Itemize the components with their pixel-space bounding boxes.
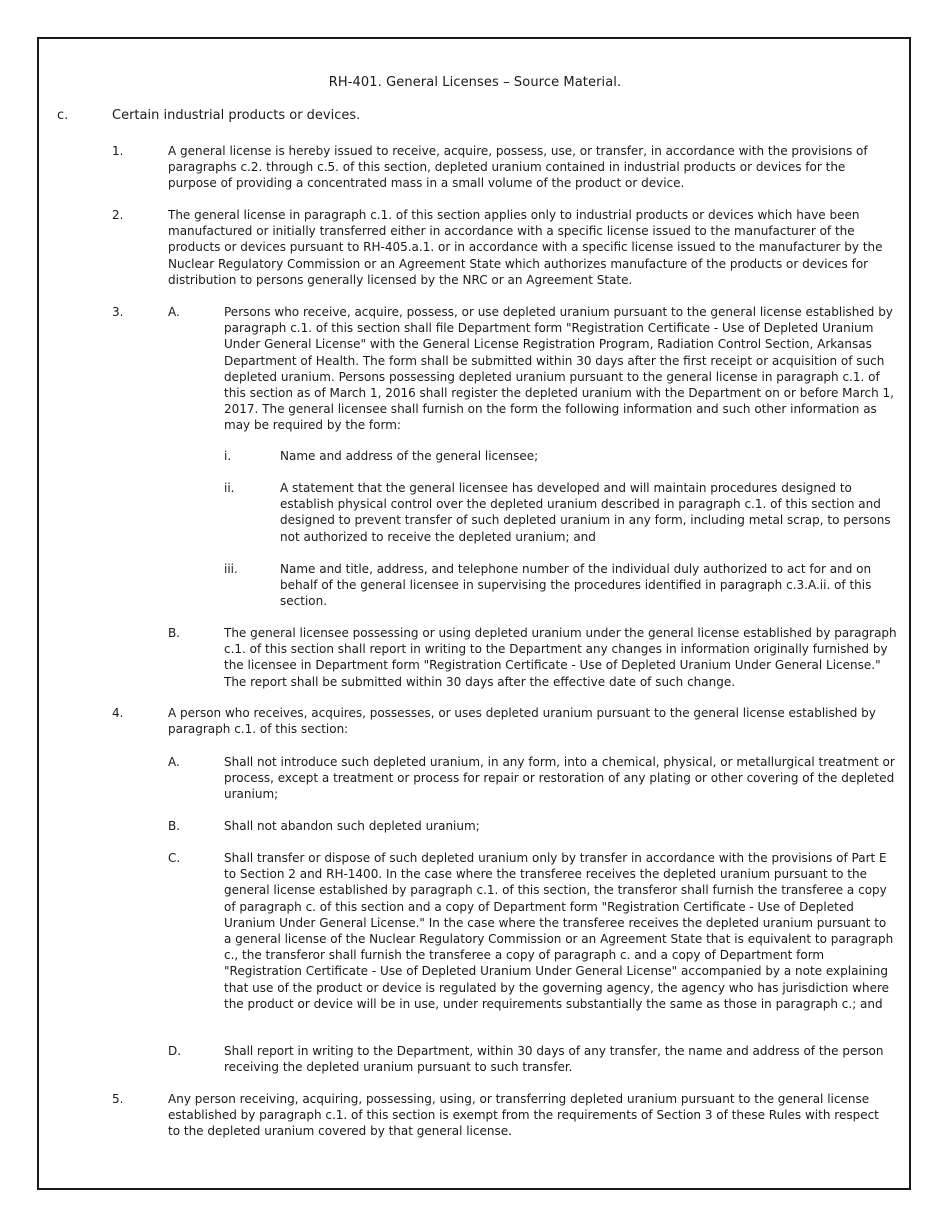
- paragraph-text: The general license in paragraph c.1. of this section applies only to industrial products or devices which have been manufactured or initially transferred either in accordance with a specific license issued to the manufacturer of the products or devices pursuant to RH-405.a.1. or in accordance with a specific license issued to the manufacturer by the Nuclear Regulatory Commission or an Agreement State which authorizes manufacture of the products or devices for distribution to persons generally licensed by the NRC or an Agreement State.: [168, 208, 883, 287]
- paragraph-label: iii.: [224, 562, 238, 576]
- paragraph-text: Persons who receive, acquire, possess, or use depleted uranium pursuant to the general license established by paragraph c.1. of this section shall file Department form "Registration Certificate - Use of Depleted Uranium Under General License" with the General License Registration Program, Radiation Control Section, Arkansas Department of Health. The form shall be submitted within 30 days after the first receipt or acquisition of such depleted uranium. Persons possessing depleted uranium pursuant to the general license in paragraph c.1. of this section as of March 1, 2016 shall register the depleted uranium with the Department on or before March 1, 2017. The general licensee shall furnish on the form the following information and such other information as may be required by the form:: [224, 305, 894, 433]
- paragraph-label: ii.: [224, 481, 235, 495]
- paragraph-text: The general licensee possessing or using depleted uranium under the general license established by paragraph c.1. of this section shall report in writing to the Department any changes in information originally furnished by the licensee in Department form "Registration Certificate - Use of Depleted Uranium Under General License." The report shall be submitted within 30 days after the effective date of such change.: [224, 626, 897, 689]
- paragraph-label: C.: [168, 851, 181, 865]
- paragraph-text: A person who receives, acquires, possesses, or uses depleted uranium pursuant to the general license established by paragraph c.1. of this section:: [168, 706, 876, 737]
- paragraph-label: A.: [168, 755, 180, 769]
- paragraph-text: Name and title, address, and telephone number of the individual duly authorized to act for and on behalf of the general licensee in supervising the procedures identified in paragraph c.3.A.ii. of this section.: [280, 562, 872, 609]
- paragraph-text: A general license is hereby issued to receive, acquire, possess, use, or transfer, in accordance with the provisions of paragraphs c.2. through c.5. of this section, depleted uranium contained in industrial products or devices for the purpose of providing a concentrated mass in a small volume of the product or device.: [168, 144, 868, 191]
- paragraph-label: i.: [224, 449, 232, 463]
- page-title: RH-401. General Licenses – Source Material.: [328, 75, 622, 90]
- paragraph-label: 4.: [112, 706, 124, 720]
- section-text: Certain industrial products or devices.: [112, 108, 361, 123]
- paragraph-label: 1.: [112, 144, 124, 158]
- paragraph-text: Any person receiving, acquiring, possessing, using, or transferring depleted uranium pursuant to the general license established by paragraph c.1. of this section is exempt from the requirements of Section 3 of these Rules with respect to the depleted uranium covered by that general license.: [168, 1092, 879, 1139]
- paragraph-label: A.: [168, 305, 180, 319]
- paragraph-text: Shall report in writing to the Department, within 30 days of any transfer, the name and address of the person receiving the depleted uranium pursuant to such transfer.: [224, 1044, 884, 1075]
- paragraph-text: Shall transfer or dispose of such depleted uranium only by transfer in accordance with the provisions of Part E to Section 2 and RH-1400. In the case where the transferee receives the depleted uranium pursuant to the general license established by paragraph c.1. of this section, the transferor shall furnish the transferee a copy of paragraph c. of this section and a copy of Department form "Registration Certificate - Use of Depleted Uranium Under General License." In the case where the transferee receives the depleted uranium pursuant to a general license of the Nuclear Regulatory Commission or an Agreement State that is equivalent to paragraph c., the transferor shall furnish the transferee a copy of paragraph c. and a copy of Department form "Registration Certificate - Use of Depleted Uranium Under General License" accompanied by a note explaining that use of the product or device is regulated by the governing agency, the agency who has jurisdiction where the product or device will be in use, under requirements substantially the same as those in paragraph c.; and: [224, 851, 894, 1011]
- paragraph-label: B.: [168, 626, 181, 640]
- paragraph-label: 5.: [112, 1092, 124, 1106]
- paragraph-text: Shall not abandon such depleted uranium;: [224, 819, 480, 833]
- paragraph-label: B.: [168, 819, 181, 833]
- paragraph-label: D.: [168, 1044, 182, 1058]
- paragraph-label: 3.: [112, 305, 124, 319]
- paragraph-text: Name and address of the general licensee;: [280, 449, 539, 463]
- paragraph-label: 2.: [112, 208, 124, 222]
- paragraph-text: Shall not introduce such depleted uranium, in any form, into a chemical, physical, or metallurgical treatment or process, except a treatment or process for repair or restoration of any plating or other covering of the depleted uranium;: [224, 755, 895, 802]
- paragraph-text: A statement that the general licensee has developed and will maintain procedures designed to establish physical control over the depleted uranium described in paragraph c.1. of this section and designed to prevent transfer of such depleted uranium in any form, including metal scrap, to persons not authorized to receive the depleted uranium; and: [280, 481, 891, 544]
- section-label: c.: [57, 108, 69, 123]
